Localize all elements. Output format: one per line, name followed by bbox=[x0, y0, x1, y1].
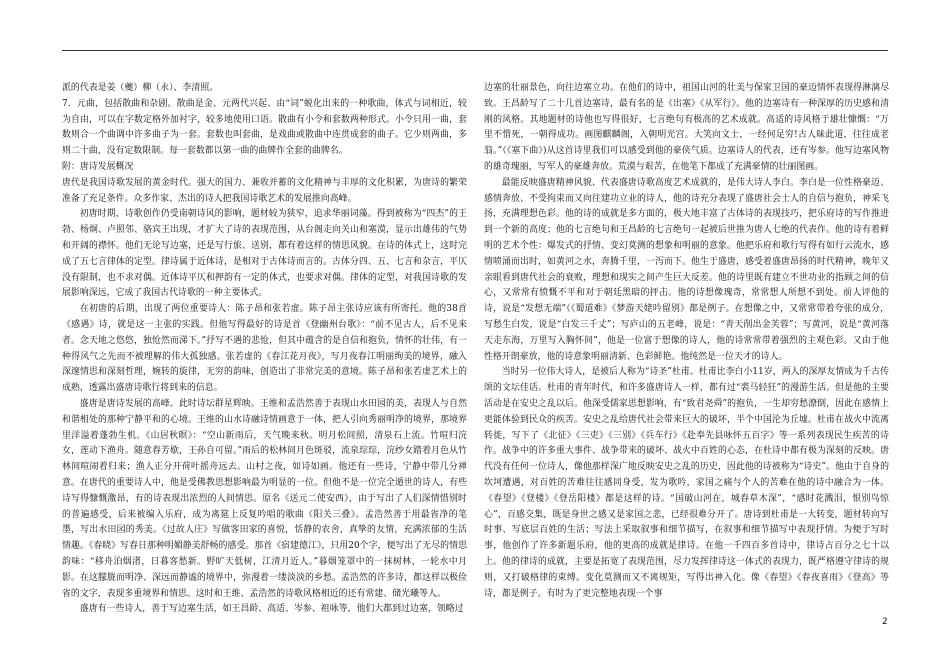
paragraph: 唐代是我国诗歌发展的黄金时代。强大的国力、兼收并蓄的文化精神与丰厚的文化积累，为唐诗的繁荣准备了充足条件。众多作家、杰出的诗人把我国诗歌艺术的发展推向高峰。 bbox=[62, 177, 467, 204]
paragraph: 7．元曲，包括散曲和杂剧。散曲是金、元两代兴起、由“词”蜕化出来的一种歌曲，体式与词相近，较为自由，可以在字数定格外加衬字，较多地使用口语。散曲有小令和套数两种形式。小令只用一曲，套数则合一个曲调中许多曲子为一套。套数也叫套曲，是戏曲或散曲中连贯成套的曲子。它少则两曲，多则二十曲，没有定数限制。每一套数都以第一曲的曲牌作全套的曲牌名。 bbox=[62, 98, 467, 157]
paragraph: 派的代表是姜（夔）柳（永）、李清照。 bbox=[62, 83, 219, 93]
paragraph: 在初唐的后期，出现了两位重要诗人：陈子昂和张若虚。陈子昂主张诗应该有所寄托。他的38首《感遇》诗，就是这一主张的实践。但他写得最好的诗是首《登幽州台歌》：“前不见古人，后不见来者。念天地之悠悠，独怆然而涕下。”抒写不遇的悲怆，但其中蕴含的是自信和抱负，情怀的壮伟，有一种得风气之先而不被理解的伟大孤独感。张若虚的《春江花月夜》，写月夜春江明丽绚美的境界，融入深邃情思和深刻哲理，婉转的旋律，无穷的韵味，创造出了非常完美的意境。陈子昂和张若虚艺术上的成熟，透露出盛唐诗歌行将到来的信息。 bbox=[62, 304, 467, 394]
page-number: 2 bbox=[882, 617, 888, 627]
right-column bbox=[484, 81, 889, 602]
paragraph: 初唐时期，诗歌创作仍受南朝诗风的影响，题材较为狭窄，追求华丽词藻。得到被称为“四杰”的王勃、杨炯、卢照邻、骆宾王出现，才扩大了诗的表现范围，从台阁走向关山和塞漠，显示出雄伟的气势和开阔的襟怀。他们无论写边塞，还是写行旅、送别，都有着这样的情思风貌。在诗的体式上，这时完成了五七言律体的定型。律诗属于近体诗，是相对于古体诗而言的。古体分四、五、七言和杂言，平仄没有限制，也不求对偶。近体诗平仄和押韵有一定的体式，也要求对偶。律体的定型，对我国诗歌的发展影响深远，它成了我国古代诗歌的一种主要体式。 bbox=[62, 209, 467, 299]
left-column bbox=[62, 81, 467, 618]
paragraph: 附：唐诗发展概况 bbox=[62, 161, 134, 172]
paragraph: 边塞的壮丽景色，向往边塞立功。在他们的诗中，祖国山河的壮美与保家卫国的豪迈情怀表现得淋漓尽致。王昌龄写了二十几首边塞诗，最有名的是《出塞》《从军行》。他的边塞诗有一种深厚的历史感和清刚的风格。其地题材的诗他也写得很好，七言绝句有极高的艺术成就。高适的诗风格于雄壮慷慨：“万里不惜死，一朝得成功。画图麒麟阁，入朝明光宫。大笑向文士，一经何足穷!古人昧此道，往往成老翁。”（《塞下曲》)从这首诗里我们可以感受到他的豪侠气质。边塞诗人的代表，还有岑参。他写边塞风物的雄奇瑰丽，写军人的豪雄奔放。荒漠与艰苦，在他笔下都成了充满豪情的壮丽图画。 bbox=[484, 83, 889, 172]
paragraph: 最能反映盛唐精神风貌、代表盛唐诗歌高度艺术成就的，是伟大诗人李白。李白是一位性格豪迈、感情奔放、不受拘束而又向往建功立业的诗人，他的诗充分表现了盛唐社会士人的自信与抱负，神采飞扬，充满理想色彩。他的诗的成就是多方面的，极大地丰富了古体诗的表现技巧，把乐府诗的写作推进到一个新的高度；他的七言绝句和王昌龄的七言绝句一起被后世推为唐人七绝的代表作。他的诗有着鲜明的艺术个性：爆发式的抒情、变幻莫测的想象和明丽的意象。他把乐府和歌行写得有如行云流水，感情喷涌而出时，如黄河之水，奔腾千里，一泻而下。他生于盛唐，感受着盛唐昂扬的时代精神，晚年又亲眼看到唐代社会的衰败，理想和现实之间产生巨大反差。他的诗里既有建立不世功业的指顾之间的信心，又常常有愤慨不平和对于朝廷黑暗的抨击。他的诗想像瑰奇，常常想人所想不到处。前人评他的诗，说是“发想无端”（《蜀道难》《梦游天姥吟留别》都是例子。在想像之中，又常常带着夸张的成分，写愁生白发，说是“白发三千丈”；写庐山的五老峰，说是：“青天削出金芙蓉”；写黄河，说是“黄河落天走东海，万里写入胸怀间”，他是一位富于想像的诗人，他的诗常常带着强烈的主观色彩。又由于他性格开朗豪放，他的诗意象明丽清新、色彩鲜艳。他纯然是一位天才的诗人。 bbox=[484, 177, 889, 362]
header-rule bbox=[62, 50, 888, 51]
paragraph: 当时另一位伟大诗人，是被后人称为“诗圣”杜甫。杜甫比李白小11岁，两人的深厚友情成为千古传颂的文坛佳话。杜甫的青年时代，和许多盛唐诗人一样，都有过“裘马轻狂”的漫游生活。但是他的主要活动是在安史之乱以后。他深受儒家思想影响，有“致君尧舜”的抱负，一生却穷愁潦倒，因此在感情上更能体验到民众的疾苦。安史之乱给唐代社会带来巨大的破坏，半个中国沦为丘墟。杜甫在战火中流离转徙，写下了《北征》《三吏》《三别》《兵车行》《赴奉先县咏怀五百字》等一系列表现民生疾苦的诗作。战争中的许多重大事件、战争带来的破坏、战火中百姓的心态，在杜诗中都有极为深刻的反映。唐代没有任何一位诗人，像他那样深广地反映安史之乱的历史，因此他的诗被称为“诗史”。他由于自身的坎坷遭遇，对百姓的苦难往往感同身受，发为歌吟，家国之痛与个人的苦难在他的诗中融合为一体。《春望》《登楼》《登岳阳楼》都是这样的诗。“国破山河在，城春草木深”，“感时花溅泪，恨别鸟惊心”，百感交集，既是身世之感又是家国之悲，已经很难分开了。唐诗到杜甫是一大转变，题材转向写时事、写底层百姓的生活；写法上采取叙事和细节描写，在叙事和细节描写中表现抒情。为便于写时事，他创作了许多新题乐府，他的更高的成就是律诗。在他一千四百多首诗中，律诗占百分之七十以上。他的律诗的成就，主要是拓宽了表现范围，尽力发挥律诗这一体式的表现力，既严格遵守律诗的规则，又打破格律的束缚。变化莫测而又不离规矩，写得出神入化。像《春望》《春夜喜雨》《登高》等诗，都是例子。有时为了更完整地表现一个事 bbox=[484, 367, 889, 599]
paragraph: 盛唐是唐诗发展的高峰。此时诗坛群星辉映。王维和孟浩然善于表现山水田园的美，表现人与自然和谐相处的那种宁静平和的心境。王维的山水诗融诗情画意于一体，把人引向秀丽明净的境界，那境界里洋溢着蓬勃生机。《山居秋暝》：“空山新雨后，天气晚来秋。明月松间照，清泉石上流。竹喧归浣女，莲动下渔舟。随意春芳歇，王孙自可留。”雨后的松林间月色斑驳，流泉琮琮，浣纱女踏着月色从竹林间喧闹着归来；渔人正分开荷叶摇舟远去。山村之夜，如诗如画。他还有一些诗，宁静中带几分禅意。在唐代的重要诗人中，他是受佛教思想影响最为明显的一位。但他不是一位完全遁世的诗人，有些诗写得慷慨激昂，有的诗表现出浓烈的人间情思。原名《送元二使安西》，由于写出了人们深情惜别时的普遍感受，后来被编入乐府，成为离筵上反复吟唱的歌曲《阳关三叠》。孟浩然善于用最省净的笔墨，写出水田园的秀美。《过故人庄》写做客田家的喜悦，恬静的农舍，真挚的友情，充满浓郁的生活情趣。《春晓》写春日那种明媚静美舒畅的感受。那首《宿建德江》，只用20个字，便写出了无尽的情思韵味：“移舟泊烟渚，日暮客愁新。野旷天低树，江清月近人。”暮烟笼罩中的一抹树林，一轮水中月影。在这朦胧而明净、深远而静谧的境界中，弥漫着一缕淡淡的乡愁。孟浩然的许多诗，都这样以极俭省的文字，表现多重境界和情思。这时和王维、孟浩然的诗歌风格相近的还有常建、储光曦等人。 bbox=[62, 398, 467, 599]
paragraph: 盛唐有一些诗人，善于写边塞生活，如王昌龄、高适、岑参、祖咏等，他们大都到过边塞，领略过 bbox=[79, 604, 464, 615]
